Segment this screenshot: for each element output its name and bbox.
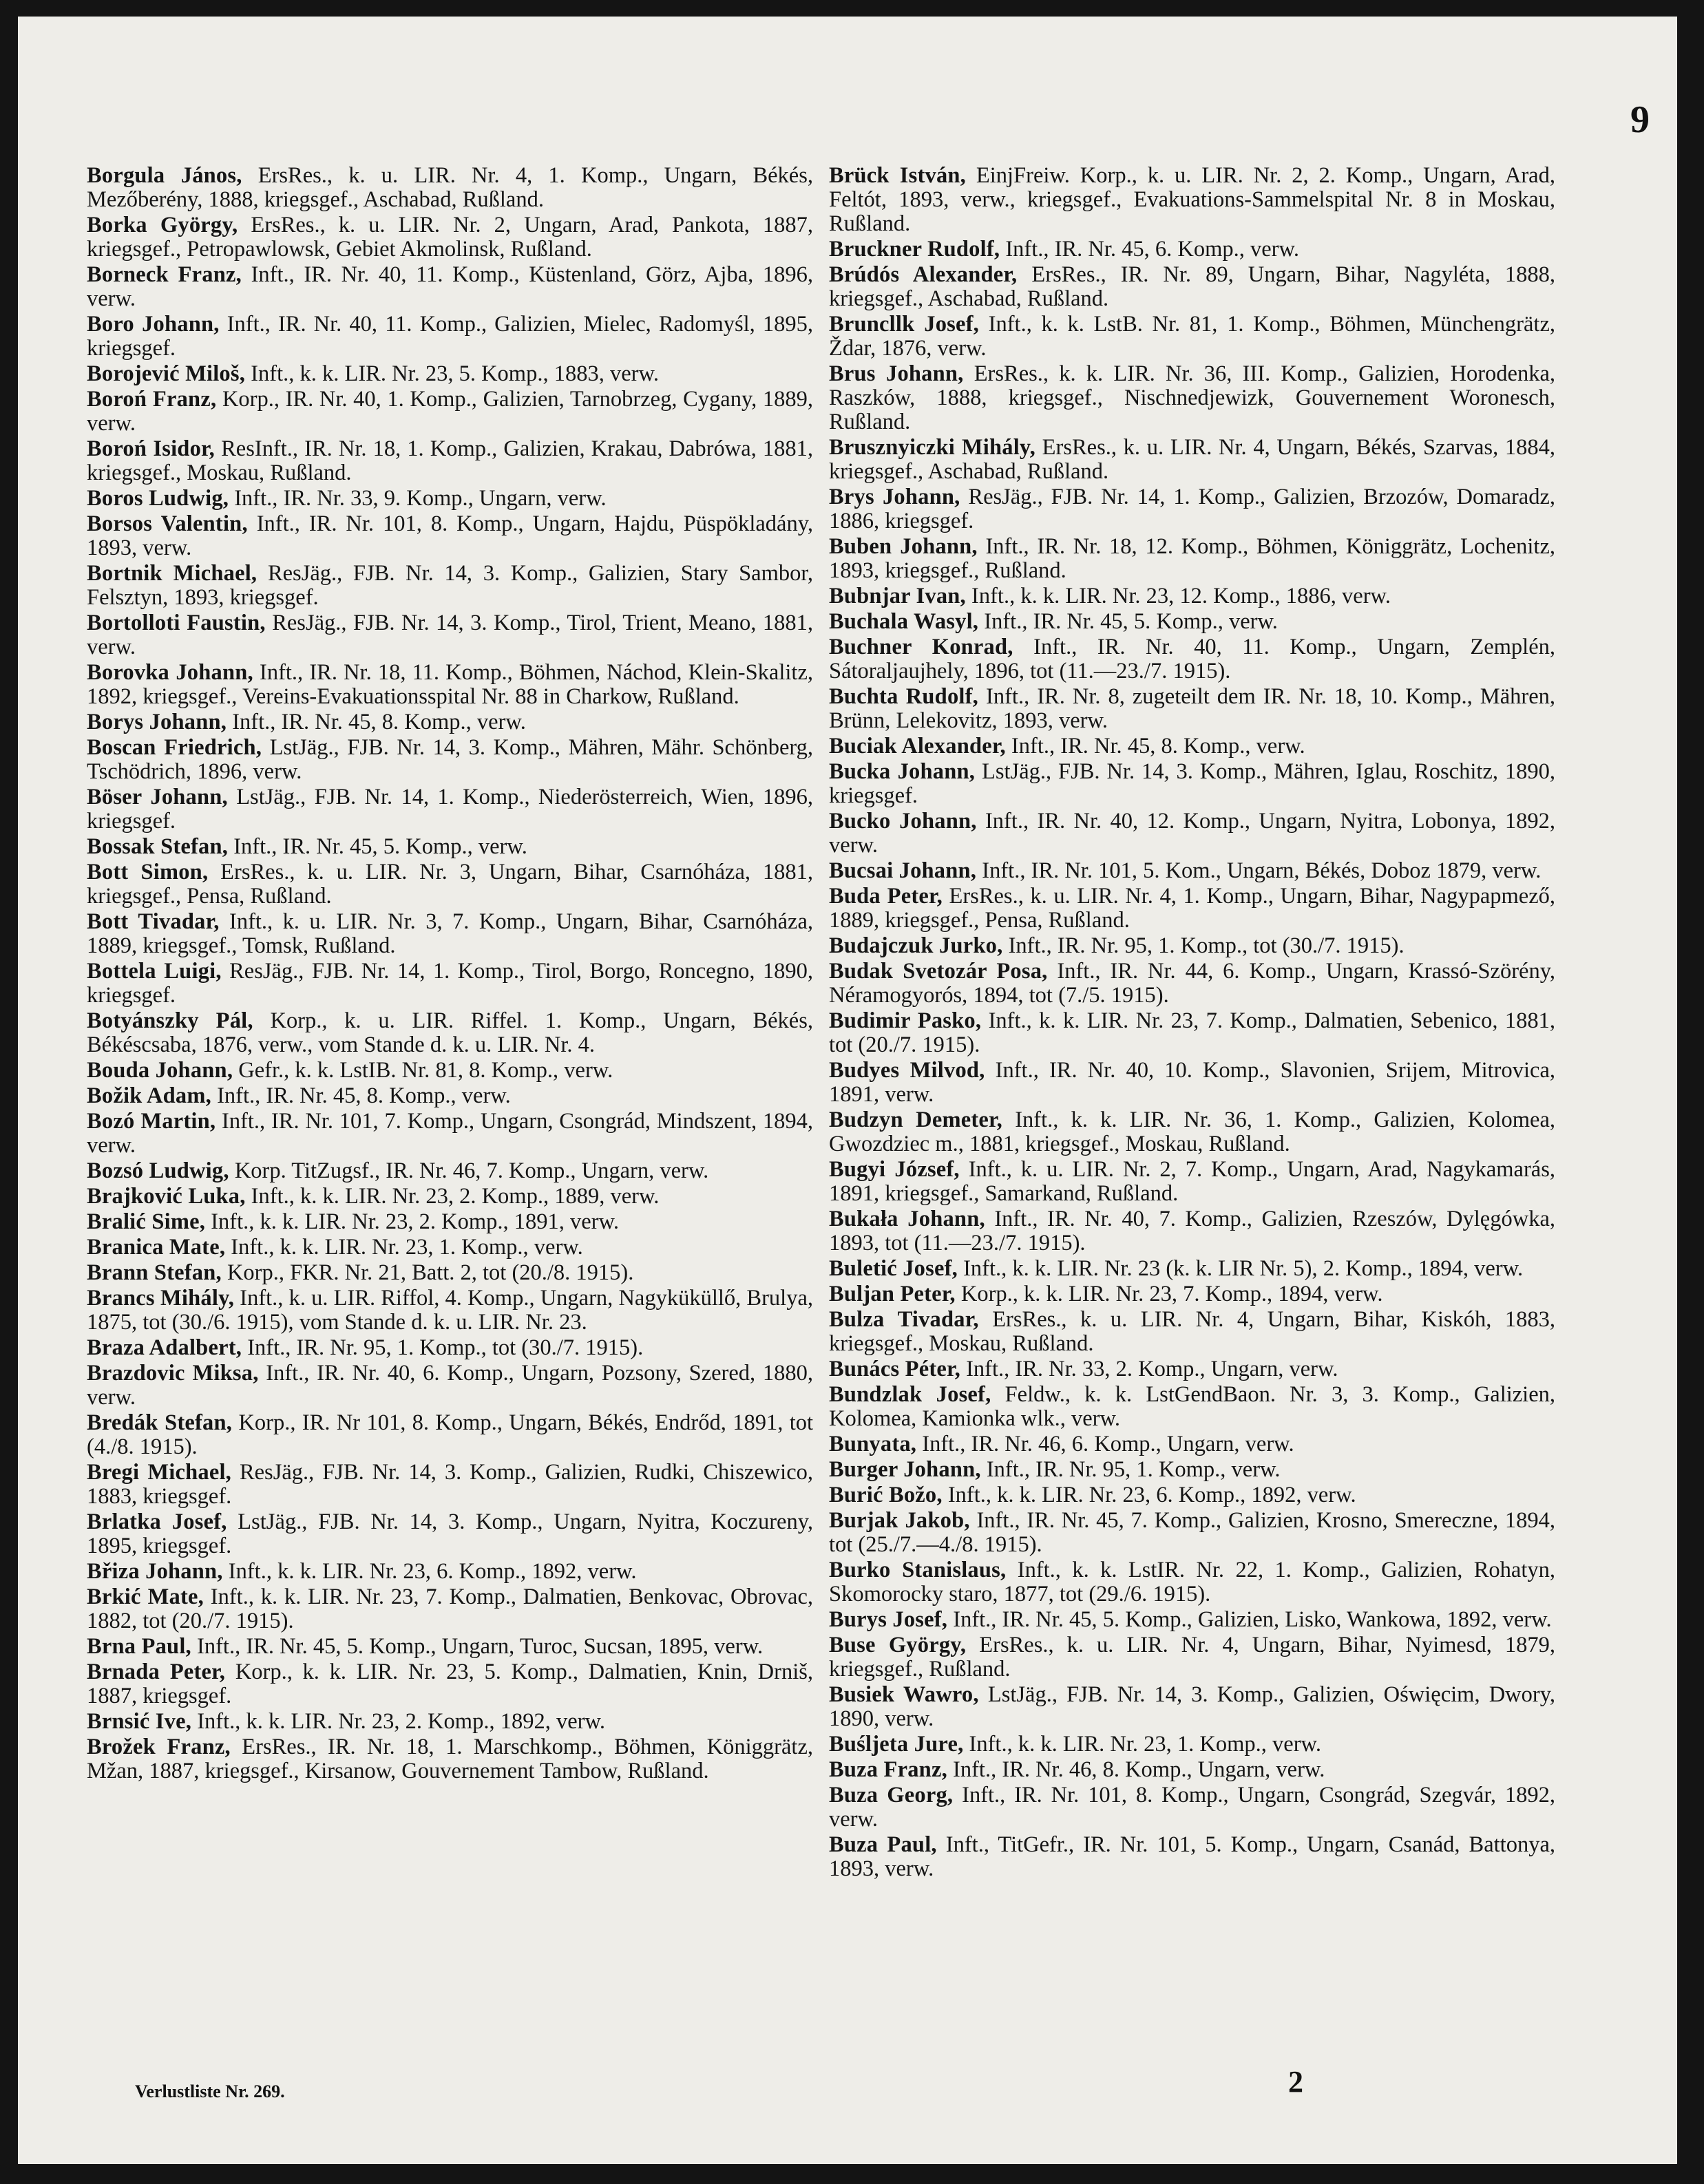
entry-details: ErsRes., k. u. LIR. Nr. 4, Ungarn, Bihar, Kiskóh, 1883, kriegsgef., Moskau, Rußland. [829,1307,1555,1356]
entry-name: Buciak Alexander, [829,734,1006,759]
casualty-entry [829,610,1555,634]
entry-details: Inft., IR. Nr. 33, 9. Komp., Ungarn, verw. [234,486,607,511]
casualty-entry [829,1282,1555,1306]
casualty-entry [829,1783,1555,1832]
entry-name: Buchala Wasyl, [829,609,979,634]
entry-name: Buśljeta Jure, [829,1732,964,1757]
casualty-entry [829,1608,1555,1632]
entry-details: Inft., k. k. LIR. Nr. 23, 2. Komp., 1891, verw. [211,1209,619,1234]
casualty-entry [87,1660,813,1708]
casualty-entry [87,1059,813,1083]
entry-details: Korp., IR. Nr. 40, 1. Komp., Galizien, Tarnobrzeg, Cygany, 1889, verw. [87,387,813,436]
entry-details: ErsRes., k. u. LIR. Nr. 4, Ungarn, Bihar, Nyimesd, 1879, kriegsgef., Rußland. [829,1633,1556,1682]
entry-name: Budajczuk Jurko, [829,933,1003,958]
entry-details: ResJäg., FJB. Nr. 14, 3. Komp., Galizien, Stary Sambor, Felsztyn, 1893, kriegsgef. [87,561,813,610]
entry-name: Botyánszky Pál, [87,1008,253,1033]
casualty-entry [87,710,813,734]
entry-details: Inft., IR. Nr. 45, 6. Komp., verw. [1005,237,1299,262]
casualty-entry [829,934,1555,958]
casualty-entry [829,760,1555,808]
entry-details: Inft., k. k. LIR. Nr. 23, 1. Komp., verw. [969,1732,1322,1757]
entry-name: Boscan Friedrich, [87,735,262,760]
casualty-entry [87,1110,813,1158]
casualty-entry [87,1735,813,1783]
casualty-entry [829,1257,1555,1281]
entry-name: Bulza Tivadar, [829,1307,979,1332]
entry-details: Inft., IR. Nr. 95, 1. Komp., verw. [986,1457,1281,1482]
casualty-entry [829,1357,1555,1381]
entry-name: Buza Georg, [829,1783,954,1807]
entry-name: Bundzlak Josef, [829,1382,991,1407]
entry-name: Bunács Péter, [829,1357,960,1381]
entry-details: Inft., IR. Nr. 45, 8. Komp., verw. [232,710,526,734]
entry-name: Budyes Milvod, [829,1058,985,1083]
entry-details: Inft., k. k. LIR. Nr. 23, 2. Komp., 1892, verw. [197,1709,605,1734]
entry-details: LstJäg., FJB. Nr. 14, 3. Komp., Ungarn, Nyitra, Koczureny, 1895, kriegsgef. [87,1509,813,1558]
casualty-entry [87,263,813,311]
casualty-entry [829,362,1555,434]
entry-name: Borka György, [87,213,238,237]
entry-details: ResJäg., FJB. Nr. 14, 1. Komp., Tirol, Borgo, Roncegno, 1890, kriegsgef. [87,959,814,1008]
entry-details: ErsRes., k. k. LIR. Nr. 36, III. Komp., Galizien, Horodenka, Raszków, 1888, kriegsgef., Nischnedjewizk, Gouvernement Woronesch, Rußland. [829,361,1555,434]
casualty-entry [829,436,1555,484]
entry-name: Bossak Stefan, [87,834,229,859]
entry-details: Inft., IR. Nr. 40, 11. Komp., Galizien, Mielec, Radomyśl, 1895, kriegsgef. [87,312,814,361]
entry-details: ErsRes., k. u. LIR. Nr. 4, Ungarn, Békés, Szarvas, 1884, kriegsgef., Aschabad, Rußland. [829,435,1556,484]
entry-name: Bubnjar Ivan, [829,584,966,608]
casualty-entry [87,736,813,784]
casualty-entry [829,1308,1555,1356]
casualty-entry [87,661,813,709]
entry-name: Buda Peter, [829,884,943,909]
entry-name: Borsos Valentin, [87,511,248,536]
casualty-entry [87,1461,813,1509]
entry-details: Inft., k. k. LIR. Nr. 23, 6. Komp., 1892, verw. [947,1483,1356,1507]
casualty-entry [87,1585,813,1633]
entry-name: Buletić Josef, [829,1256,958,1281]
entry-name: Budak Svetozár Posa, [829,959,1048,984]
casualty-entry [87,1336,813,1360]
entry-name: Brna Paul, [87,1634,191,1659]
casualty-entry [87,362,813,386]
entry-name: Bouda Johann, [87,1058,233,1083]
casualty-entry [829,809,1555,858]
entry-details: Inft., k. u. LIR. Riffol, 4. Komp., Ungarn, Nagyküküllő, Brulya, 1875, tot (30./6. 1915), vom Stande d. k. u. LIR. Nr. 23. [87,1286,814,1335]
casualty-entry [87,1361,813,1410]
entry-details: LstJäg., FJB. Nr. 14, 3. Komp., Galizien, Oświęcim, Dwory, 1890, verw. [829,1682,1555,1731]
entry-name: Brys Johann, [829,485,960,509]
entry-details: Inft., TitGefr., IR. Nr. 101, 5. Komp., Ungarn, Csanád, Battonya, 1893, verw. [829,1832,1556,1881]
entry-name: Brazdovic Miksa, [87,1361,259,1386]
entry-name: Bozó Martin, [87,1109,216,1134]
entry-name: Borgula János, [87,163,242,188]
entry-name: Buse György, [829,1633,967,1657]
entry-details: Inft., IR. Nr. 45, 5. Komp., verw. [984,609,1278,634]
entry-details: Korp., FKR. Nr. 21, Batt. 2, tot (20./8. 1915). [227,1260,634,1285]
casualty-entry [87,860,813,909]
casualty-entry [829,1509,1555,1557]
entry-name: Burjak Jakob, [829,1508,970,1533]
entry-details: Inft., IR. Nr. 101, 7. Komp., Ungarn, Csongrád, Mindszent, 1894, verw. [87,1109,814,1158]
entry-name: Boroń Isidor, [87,436,215,461]
casualty-entry [87,562,813,610]
casualty-entry [829,263,1555,311]
entry-details: Inft., k. u. LIR. Nr. 3, 7. Komp., Ungarn, Bihar, Csarnóháza, 1889, kriegsgef., Tomsk, Rußland. [87,909,814,958]
entry-details: Feldw., k. k. LstGendBaon. Nr. 3, 3. Komp., Galizien, Kolomea, Kamionka wlk., verw. [829,1382,1556,1431]
entry-details: Inft., IR. Nr. 45, 8. Komp., verw. [217,1083,511,1108]
entry-name: Burys Josef, [829,1607,948,1632]
entry-details: Inft., IR. Nr. 101, 5. Kom., Ungarn, Békés, Doboz 1879, verw. [982,858,1542,883]
casualty-entry [829,734,1555,759]
entry-details: Inft., IR. Nr. 45, 5. Komp., Galizien, Lisko, Wankowa, 1892, verw. [953,1607,1552,1632]
casualty-entry [829,1108,1555,1156]
entry-details: ResJäg., FJB. Nr. 14, 3. Komp., Galizien, Rudki, Chiszewico, 1883, kriegsgef. [87,1460,813,1509]
casualty-entry [87,1236,813,1260]
entry-details: ErsRes., k. u. LIR. Nr. 4, 1. Komp., Ungarn, Bihar, Nagypapmező, 1889, kriegsgef., Pensa, Rußland. [829,884,1555,933]
entry-name: Brück István, [829,163,966,188]
entry-details: Inft., IR. Nr. 40, 6. Komp., Ungarn, Pozsony, Szered, 1880, verw. [87,1361,814,1410]
casualty-entry [87,213,813,262]
entry-details: Inft., IR. Nr. 18, 11. Komp., Böhmen, Náchod, Klein-Skalitz, 1892, kriegsgef., Vereins-Evakuationsspital Nr. 88 in Charkow, Rußland. [87,660,813,709]
casualty-entry [829,1158,1555,1206]
casualty-entry [87,1560,813,1584]
entry-name: Boros Ludwig, [87,486,229,511]
entry-details: Inft., IR. Nr. 45, 5. Komp., Ungarn, Turoc, Sucsan, 1895, verw. [197,1634,764,1659]
entry-details: Inft., k. k. LIR. Nr. 23, 7. Komp., Dalmatien, Benkovac, Obrovac, 1882, tot (20./7. 1915). [87,1584,813,1633]
entry-name: Buza Paul, [829,1832,937,1857]
entry-name: Bozsó Ludwig, [87,1158,229,1183]
entry-details: ResInft., IR. Nr. 18, 1. Komp., Galizien, Krakau, Dabrówa, 1881, kriegsgef., Moskau, Rußland. [87,436,813,485]
casualty-entry [87,910,813,958]
entry-name: Brkić Mate, [87,1584,204,1609]
entry-details: Inft., IR. Nr. 46, 8. Komp., Ungarn, verw. [953,1757,1325,1782]
entry-name: Buza Franz, [829,1757,947,1782]
casualty-entry [87,1261,813,1285]
entry-name: Böser Johann, [87,785,228,809]
casualty-entry [829,237,1555,262]
casualty-entry [829,1059,1555,1107]
entry-name: Bregi Michael, [87,1460,231,1485]
entry-details: Inft., k. k. LIR. Nr. 23, 12. Komp., 1886, verw. [971,584,1391,608]
casualty-entry [829,1383,1555,1431]
entry-details: Korp., IR. Nr 101, 8. Komp., Ungarn, Békés, Endrőd, 1891, tot (4./8. 1915). [87,1410,814,1459]
entry-details: Inft., k. k. LIR. Nr. 23, 2. Komp., 1889, verw. [251,1184,660,1209]
casualty-entry [87,1185,813,1209]
entry-name: Bortolloti Faustin, [87,611,266,635]
entry-name: Brusznyiczki Mihály, [829,435,1035,460]
entry-name: Brožek Franz, [87,1735,231,1759]
entry-name: Bucko Johann, [829,809,977,834]
entry-name: Bucsai Johann, [829,858,977,883]
entry-details: LstJäg., FJB. Nr. 14, 1. Komp., Niederösterreich, Wien, 1896, kriegsgef. [87,785,813,834]
entry-details: Inft., IR. Nr. 40, 12. Komp., Ungarn, Nyitra, Lobonya, 1892, verw. [829,809,1556,858]
entry-name: Buben Johann, [829,534,978,559]
entry-name: Borneck Franz, [87,262,242,287]
entry-details: EinjFreiw. Korp., k. u. LIR. Nr. 2, 2. Komp., Ungarn, Arad, Feltót, 1893, verw., kriegsgef., Evakuations-Sammelspital Nr. 8 in Moskau, Rußland. [829,163,1555,236]
casualty-entry [829,1009,1555,1057]
casualty-entry [87,512,813,560]
casualty-entry [829,1458,1555,1482]
casualty-entry [829,960,1555,1008]
entry-name: Brlatka Josef, [87,1509,227,1534]
casualty-entry [87,785,813,834]
entry-details: Inft., k. u. LIR. Nr. 2, 7. Komp., Ungarn, Arad, Nagykamarás, 1891, kriegsgef., Samarkand, Rußland. [829,1157,1556,1206]
entry-name: Busiek Wawro, [829,1682,979,1707]
entry-details: Inft., k. k. LstIR. Nr. 22, 1. Komp., Galizien, Rohatyn, Skomorocky staro, 1877, tot (29./6. 1915). [829,1558,1556,1607]
entry-name: Burko Stanislaus, [829,1558,1007,1582]
casualty-entry [829,1432,1555,1456]
entry-name: Brnsić Ive, [87,1709,192,1734]
entry-details: ResJäg., FJB. Nr. 14, 1. Komp., Galizien, Brzozów, Domaradz, 1886, kriegsgef. [829,485,1555,533]
casualty-entry [87,164,813,212]
entry-name: Brnada Peter, [87,1660,226,1684]
entry-details: Gefr., k. k. LstIB. Nr. 81, 8. Komp., verw. [238,1058,613,1083]
entry-details: Korp., k. u. LIR. Riffel. 1. Komp., Ungarn, Békés, Békéscsaba, 1876, verw., vom Stande d. k. u. LIR. Nr. 4. [87,1008,814,1057]
entry-details: Inft., IR. Nr. 95, 1. Komp., tot (30./7. 1915). [1008,933,1405,958]
casualty-entry [829,1758,1555,1782]
entry-details: LstJäg., FJB. Nr. 14, 3. Komp., Mähren, Iglau, Roschitz, 1890, kriegsgef. [829,759,1555,808]
casualty-entry [829,1633,1555,1682]
casualty-entry [829,635,1555,683]
entry-name: Brus Johann, [829,361,964,386]
casualty-entry [87,1084,813,1108]
entry-name: Bott Tivadar, [87,909,220,934]
entry-name: Borojević Miloš, [87,361,246,386]
entry-details: ErsRes., k. u. LIR. Nr. 4, 1. Komp., Ungarn, Békés, Mezőberény, 1888, kriegsgef., Aschabad, Rußland. [87,163,813,212]
entry-details: ErsRes., k. u. LIR. Nr. 2, Ungarn, Arad, Pankota, 1887, kriegsgef., Petropawlowsk, Gebiet Akmolinsk, Rußland. [87,213,813,262]
casualty-entry [87,388,813,436]
casualty-entry [87,611,813,659]
document-page [18,17,1677,2164]
entry-name: Bruncllk Josef, [829,312,979,337]
entry-details: Inft., IR. Nr. 40, 10. Komp., Slavonien, Srijem, Mitrovica, 1891, verw. [829,1058,1555,1107]
entry-details: LstJäg., FJB. Nr. 14, 3. Komp., Mähren, Mähr. Schönberg, Tschödrich, 1896, verw. [87,735,813,784]
entry-name: Budimir Pasko, [829,1008,982,1033]
casualty-entry [829,685,1555,733]
entry-name: Brajković Luka, [87,1184,246,1209]
casualty-entry [87,1635,813,1659]
entry-name: Bucka Johann, [829,759,976,784]
casualty-entry [829,584,1555,608]
entry-details: Inft., k. k. LIR. Nr. 36, 1. Komp., Galizien, Kolomea, Gwozdziec m., 1881, kriegsgef., Moskau, Rußland. [829,1107,1555,1156]
entry-details: Inft., IR. Nr. 101, 8. Komp., Ungarn, Hajdu, Püspökladány, 1893, verw. [87,511,813,560]
entry-details: Korp. TitZugsf., IR. Nr. 46, 7. Komp., Ungarn, verw. [234,1158,709,1183]
entry-details: Inft., IR. Nr. 18, 12. Komp., Böhmen, Königgrätz, Lochenitz, 1893, kriegsgef., Rußland. [829,534,1556,583]
entry-details: Inft., k. k. LstB. Nr. 81, 1. Komp., Böhmen, Münchengrätz, Ždar, 1876, verw. [829,312,1556,361]
entry-name: Buljan Peter, [829,1282,956,1306]
entry-details: Inft., IR. Nr. 40, 7. Komp., Galizien, Rzeszów, Dylęgówka, 1893, tot (11.—23./7. 1915). [829,1207,1555,1255]
entry-details: ErsRes., IR. Nr. 18, 1. Marschkomp., Böhmen, Königgrätz, Mžan, 1887, kriegsgef., Kirsanow, Gouvernement Tambow, Rußland. [87,1735,814,1783]
casualty-entry [829,485,1555,533]
casualty-entry [829,164,1555,236]
entry-details: Inft., IR. Nr. 45, 5. Komp., verw. [233,834,527,859]
entry-name: Buchner Konrad, [829,635,1013,659]
casualty-entry [87,960,813,1008]
entry-details: Inft., IR. Nr. 44, 6. Komp., Ungarn, Krassó-Szörény, Néramogyorós, 1894, tot (7./5. 1915). [829,959,1555,1008]
casualty-entry [87,835,813,859]
entry-name: Brann Stefan, [87,1260,222,1285]
entry-name: Branica Mate, [87,1235,226,1260]
entry-details: Inft., IR. Nr. 8, zugeteilt dem IR. Nr. 18, 10. Komp., Mähren, Brünn, Lelekovitz, 1893, verw. [829,684,1556,733]
entry-name: Břiza Johann, [87,1559,223,1584]
entry-details: ErsRes., k. u. LIR. Nr. 3, Ungarn, Bihar, Csarnóháza, 1881, kriegsgef., Pensa, Rußland. [87,860,813,909]
entry-details: Korp., k. k. LIR. Nr. 23, 5. Komp., Dalmatien, Knin, Drniš, 1887, kriegsgef. [87,1660,814,1708]
entry-name: Borys Johann, [87,710,227,734]
entry-details: Inft., k. k. LIR. Nr. 23 (k. k. LIR Nr. 5), 2. Komp., 1894, verw. [963,1256,1524,1281]
casualty-entry [87,487,813,511]
list-reference: Verlustliste Nr. 269. [135,2081,285,2101]
casualty-entry [829,312,1555,361]
casualty-entry [829,1558,1555,1607]
entry-details: Inft., IR. Nr. 45, 7. Komp., Galizien, Krosno, Smereczne, 1894, tot (25./7.—4./8. 1915). [829,1508,1555,1557]
entry-name: Bukała Johann, [829,1207,985,1231]
casualty-entry [87,1710,813,1734]
entry-details: Inft., IR. Nr. 45, 8. Komp., verw. [1011,734,1305,759]
casualty-entry [829,1833,1555,1881]
entry-name: Bugyi József, [829,1157,960,1182]
right-column [829,164,1555,1883]
entry-name: Budzyn Demeter, [829,1107,1002,1132]
entry-name: Boroń Franz, [87,387,217,412]
left-column [87,164,813,1785]
entry-details: ErsRes., IR. Nr. 89, Ungarn, Bihar, Nagyléta, 1888, kriegsgef., Aschabad, Rußland. [829,262,1556,311]
entry-name: Bredák Stefan, [87,1410,233,1435]
entry-details: Inft., IR. Nr. 33, 2. Komp., Ungarn, verw. [966,1357,1338,1381]
entry-details: Inft., IR. Nr. 95, 1. Komp., tot (30./7. 1915). [247,1335,644,1360]
casualty-entry [87,312,813,361]
entry-details: Inft., IR. Nr. 46, 6. Komp., Ungarn, verw. [922,1432,1294,1456]
casualty-entry [87,437,813,485]
signature-mark: 2 [1288,2065,1303,2099]
casualty-entry [829,859,1555,883]
entry-details: Korp., k. k. LIR. Nr. 23, 7. Komp., 1894, verw. [960,1282,1383,1306]
entry-details: Inft., IR. Nr. 101, 8. Komp., Ungarn, Csongrád, Szegvár, 1892, verw. [829,1783,1555,1832]
casualty-entry [829,1732,1555,1757]
entry-details: Inft., k. k. LIR. Nr. 23, 5. Komp., 1883, verw. [251,361,659,386]
casualty-entry [87,1286,813,1335]
entry-name: Burger Johann, [829,1457,981,1482]
entry-name: Brúdós Alexander, [829,262,1018,287]
entry-name: Boro Johann, [87,312,220,337]
casualty-entry [829,1683,1555,1731]
entry-details: Inft., k. k. LIR. Nr. 23, 6. Komp., 1892, verw. [228,1559,637,1584]
entry-name: Bralić Sime, [87,1209,206,1234]
casualty-entry [829,1483,1555,1507]
page-number: 9 [1630,98,1650,141]
entry-name: Braza Adalbert, [87,1335,242,1360]
entry-name: Božik Adam, [87,1083,211,1108]
entry-name: Bottela Luigi, [87,959,222,984]
entry-details: Inft., k. k. LIR. Nr. 23, 1. Komp., verw. [231,1235,583,1260]
casualty-entry [829,884,1555,933]
entry-details: ResJäg., FJB. Nr. 14, 3. Komp., Tirol, Trient, Meano, 1881, verw. [87,611,814,659]
entry-name: Bott Simon, [87,860,209,884]
casualty-entry [87,1159,813,1183]
entry-name: Borovka Johann, [87,660,253,685]
casualty-entry [87,1510,813,1558]
entry-details: Inft., IR. Nr. 40, 11. Komp., Ungarn, Zemplén, Sátoraljaujhely, 1896, tot (11.—23./7. 1915). [829,635,1556,683]
entry-name: Bortnik Michael, [87,561,257,586]
casualty-entry [829,535,1555,583]
entry-name: Bunyata, [829,1432,917,1456]
casualty-entry [829,1207,1555,1255]
casualty-entry [87,1411,813,1459]
entry-details: Inft., k. k. LIR. Nr. 23, 7. Komp., Dalmatien, Sebenico, 1881, tot (20./7. 1915). [829,1008,1556,1057]
entry-name: Burić Božo, [829,1483,943,1507]
casualty-entry [87,1210,813,1234]
entry-name: Bruckner Rudolf, [829,237,1000,262]
entry-name: Brancs Mihály, [87,1286,235,1311]
entry-name: Buchta Rudolf, [829,684,978,709]
entry-details: Inft., IR. Nr. 40, 11. Komp., Küstenland, Görz, Ajba, 1896, verw. [87,262,813,311]
casualty-entry [87,1009,813,1057]
